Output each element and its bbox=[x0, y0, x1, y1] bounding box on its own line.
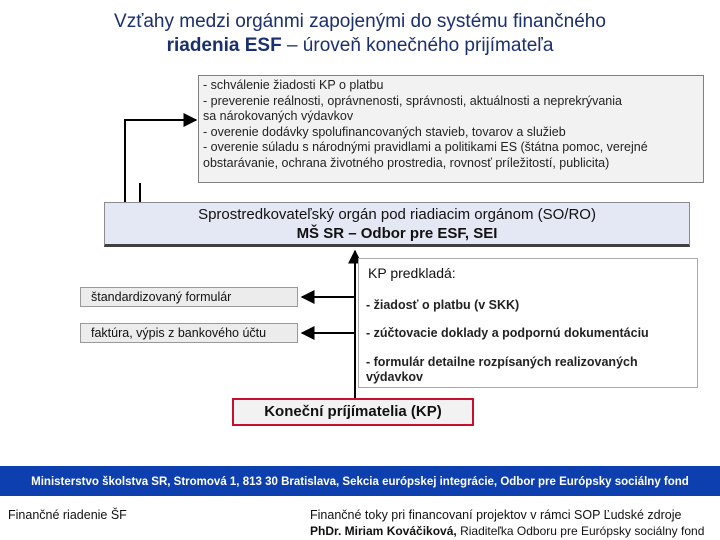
condition-line: - overenie súladu s národnými pravidlami a politikami ES (štátna pomoc, verejné bbox=[203, 140, 648, 155]
title-rest: – úroveň konečného prijímateľa bbox=[281, 35, 554, 56]
kp-submit-item: - formulár detailne rozpísaných realizovaných bbox=[366, 355, 638, 369]
kp-submit-item: - žiadosť o platbu (v SKK) bbox=[366, 298, 520, 312]
page-title bbox=[60, 10, 660, 58]
footer-left-caption: Finančné riadenie ŠF bbox=[8, 508, 127, 522]
approval-conditions-box bbox=[198, 75, 704, 183]
condition-line: - schválenie žiadosti KP o platbu bbox=[203, 78, 384, 92]
author-name: PhDr. Miriam Kováčiková, bbox=[310, 524, 457, 538]
intermediate-body-box bbox=[104, 202, 690, 247]
feedback-arrow bbox=[125, 120, 196, 202]
standard-form-box: štandardizovaný formulár bbox=[80, 287, 298, 307]
footer-address: Ministerstvo školstva SR, Stromová 1, 813 30 Bratislava, Sekcia európskej integrácie, Odbor pre Európsky sociálny fond bbox=[31, 476, 689, 488]
kp-submit-item: - zúčtovacie doklady a podpornú dokumentáciu bbox=[366, 326, 649, 340]
condition-line: - overenie dodávky spolufinancovaných stavieb, tovarov a služieb bbox=[203, 124, 566, 139]
title-strong: riadenia ESF bbox=[166, 35, 282, 56]
footer-author bbox=[310, 524, 704, 538]
so-line-1: Sprostredkovateľský orgán pod riadiacim orgánom (SO/RO) bbox=[198, 206, 596, 223]
final-recipients-box: Koneční príjímatelia (KP) bbox=[232, 398, 474, 426]
title-line-2 bbox=[60, 34, 660, 58]
kp-submits-heading: KP predkladá: bbox=[368, 265, 456, 281]
condition-line: sa nárokovaných výdavkov bbox=[203, 109, 354, 124]
kp-submit-item: výdavkov bbox=[366, 370, 423, 384]
invoice-box: faktúra, výpis z bankového účtu bbox=[80, 323, 298, 343]
so-line-2: MŠ SR – Odbor pre ESF, SEI bbox=[296, 225, 498, 242]
title-line-1: Vzťahy medzi orgánmi zapojenými do systému finančného bbox=[114, 11, 606, 32]
condition-line: obstarávanie, ochrana životného prostredia, rovnosť príležitostí, publicita) bbox=[203, 155, 610, 170]
footer-right-caption: Finančné toky pri financovaní projektov v rámci SOP Ľudské zdroje bbox=[310, 508, 682, 522]
author-role: Riaditeľka Odboru pre Európsky sociálny fond bbox=[456, 524, 705, 538]
condition-line: - preverenie reálnosti, oprávnenosti, správnosti, aktuálnosti a neprekrývania bbox=[203, 93, 622, 108]
